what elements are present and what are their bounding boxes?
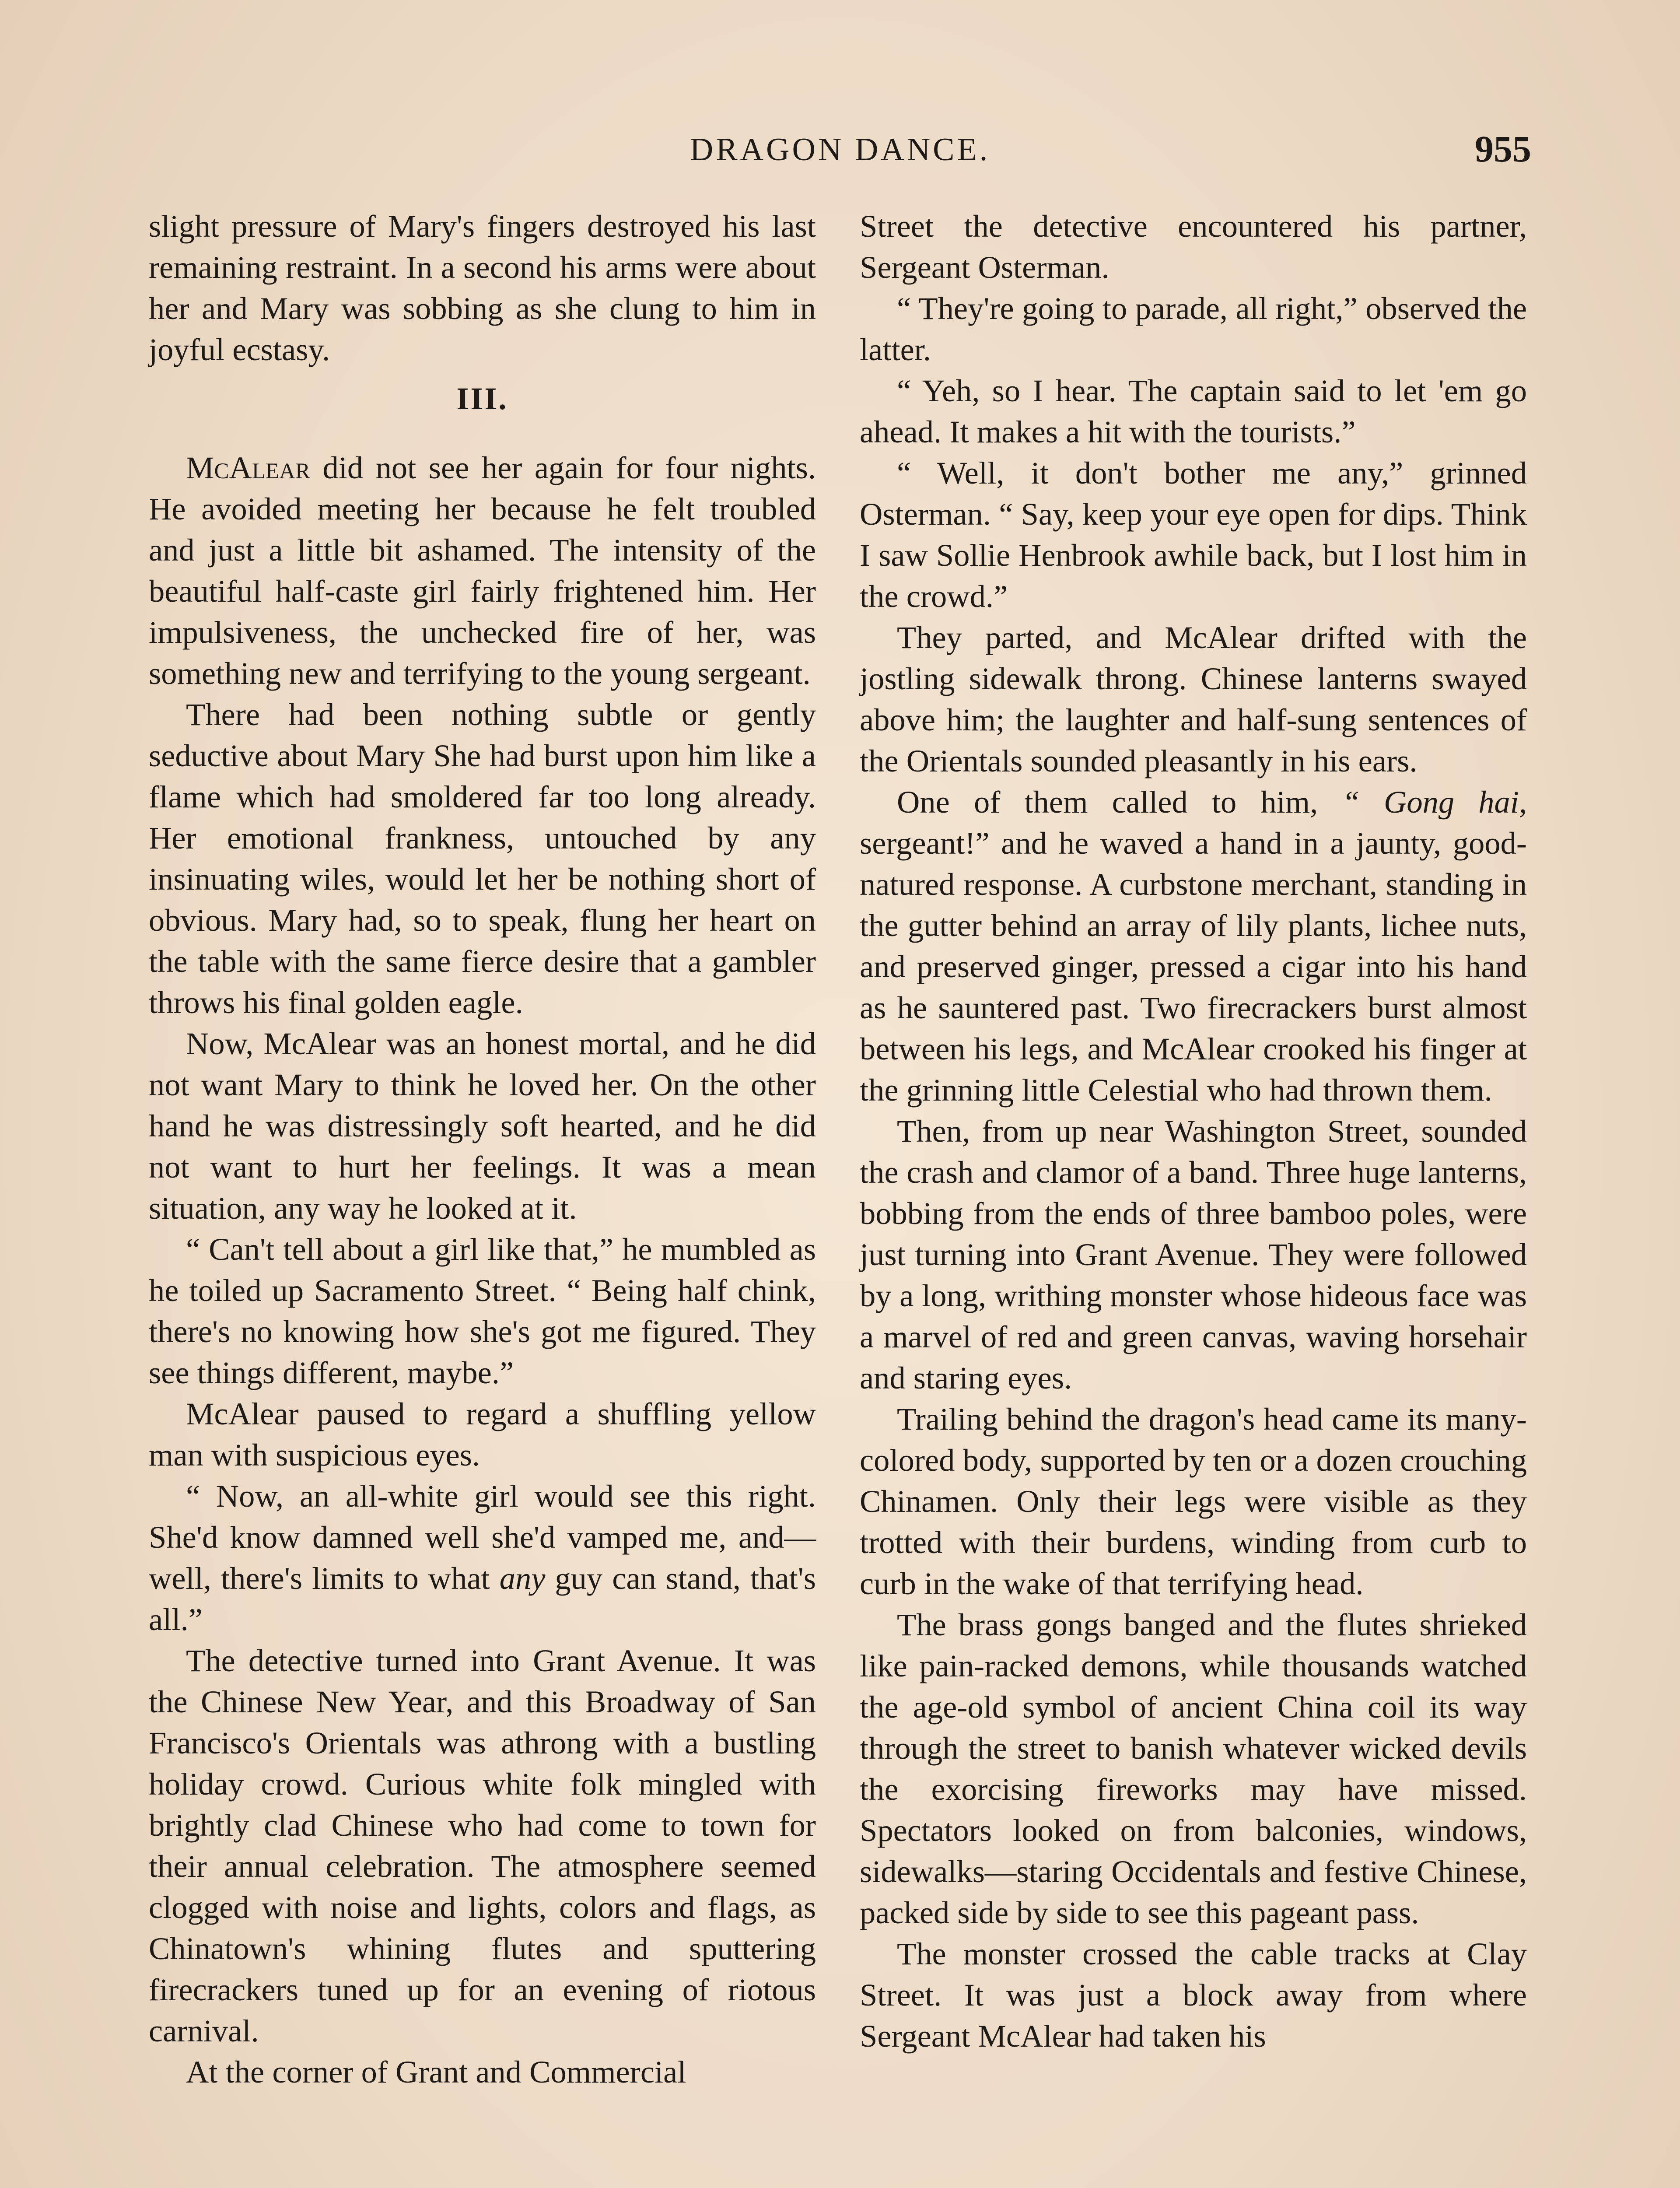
paragraph — [149, 447, 816, 694]
paragraph: “ Yeh, so I hear. The captain said to let 'em go ahead. It makes a hit with the tourists.” — [860, 373, 1527, 449]
running-head: DRAGON DANCE. — [690, 132, 990, 168]
page-number: 955 — [1475, 128, 1531, 170]
right-text-column — [860, 206, 1527, 2057]
paragraph: Trailing behind the dragon's head came its many-colored body, supported by ten or a dozen crouching Chinamen. Only their legs were visible as they trotted with their burdens, winding from curb to curb in the wake of that terrifying head. — [860, 1401, 1527, 1601]
drop-lead-word: McAlear — [186, 450, 310, 485]
paragraph: There had been nothing subtle or gently seductive about Mary She had burst upon him like a flame which had smoldered far too long already. Her emotional frankness, untouched by any insinuating wiles, would let her be nothing short of obvious. Mary had, so to speak, flung her heart on the table with the same fierce desire that a gambler throws his final golden eagle. — [149, 697, 816, 1020]
paragraph-text: “ Now, an all-white girl would see this right. She'd know damned well she'd vamped me, and—well, there's limits to what — [149, 1478, 816, 1596]
section-heading: III. — [456, 381, 508, 416]
paragraph: McAlear paused to regard a shuffling yellow man with suspicious eyes. — [149, 1396, 816, 1473]
page-header — [0, 127, 1680, 184]
paragraph: The detective turned into Grant Avenue. It was the Chinese New Year, and this Broadway of San Francisco's Orientals was athrong with a bustling holiday crowd. Curious white folk mingled with brightly clad Chinese who had come to town for their annual celebration. The atmosphere seemed clogged with noise and lights, colors and flags, as Chinatown's whining flutes and sputtering firecrackers tuned up for an evening of riotous carnival. — [149, 1643, 816, 2048]
paragraph: slight pressure of Mary's fingers destroyed his last remaining restraint. In a second his arms were about her and Mary was sobbing as she clung to him in joyful ecstasy. — [149, 208, 816, 367]
paragraph — [860, 782, 1527, 1111]
paragraph-text: One of them called to him, — [897, 784, 1342, 820]
paragraph: “ Well, it don't bother me any,” grinned Osterman. “ Say, keep your eye open for dips. Think I saw Sollie Henbrook awhile back, but I lost him in the crowd.” — [860, 455, 1527, 614]
paragraph: Street the detective encountered his partner, Sergeant Osterman. — [860, 208, 1527, 285]
paragraph: “ They're going to parade, all right,” observed the latter. — [860, 291, 1527, 367]
paragraph-text: sergeant!” and he waved a hand in a jaunty, good-natured response. A curbstone merchant, standing in the gutter behind an array of lily plants, lichee nuts, and preserved ginger, pressed a cigar into his hand as he sauntered past. Two firecrackers burst almost between his legs, and McAlear crooked his finger at the grinning little Celestial who had thrown them. — [860, 825, 1527, 1108]
paragraph: They parted, and McAlear drifted with the jostling sidewalk throng. Chinese lanterns swayed above him; the laughter and half-sung sentences of the Orientals sounded pleasantly in his ears. — [860, 620, 1527, 778]
left-text-column — [149, 206, 816, 2093]
emphasis: any — [499, 1560, 546, 1596]
paragraph: Now, McAlear was an honest mortal, and he did not want Mary to think he loved her. On the other hand he was distressingly soft hearted, and he did not want to hurt her feelings. It was a mean situation, any way he looked at it. — [149, 1026, 816, 1226]
paragraph — [149, 1476, 816, 1640]
paragraph-text: did not see her again for four nights. He avoided meeting her because he felt troubled and just a little bit ashamed. The intensity of the beautiful half-caste girl fairly frightened him. Her impulsiveness, the unchecked fire of her, was something new and terrifying to the young sergeant. — [149, 450, 816, 691]
paragraph: The monster crossed the cable tracks at Clay Street. It was just a block away from where Sergeant McAlear had taken his — [860, 1936, 1527, 2054]
paragraph-text: guy can stand, that's all.” — [149, 1560, 816, 1637]
paragraph: At the corner of Grant and Commercial — [186, 2054, 686, 2090]
paragraph: The brass gongs banged and the flutes shrieked like pain-racked demons, while thousands watched the age-old symbol of ancient China coil its way through the street to banish whatever wicked devils the exorcising fireworks may have missed. Spectators looked on from balconies, windows, sidewalks—staring Occidentals and festive Chinese, packed side by side to see this pageant pass. — [860, 1607, 1527, 1930]
paragraph: “ Can't tell about a girl like that,” he mumbled as he toiled up Sacramento Street. “ Being half chink, there's no knowing how she's got me figured. They see things different, maybe.” — [149, 1231, 816, 1390]
emphasis: “ Gong hai, — [1342, 784, 1527, 820]
paragraph: Then, from up near Washington Street, sounded the crash and clamor of a band. Three huge lanterns, bobbing from the ends of three bamboo poles, were just turning into Grant Avenue. They were followed by a long, writhing monster whose hideous face was a marvel of red and green canvas, waving horsehair and staring eyes. — [860, 1113, 1527, 1396]
